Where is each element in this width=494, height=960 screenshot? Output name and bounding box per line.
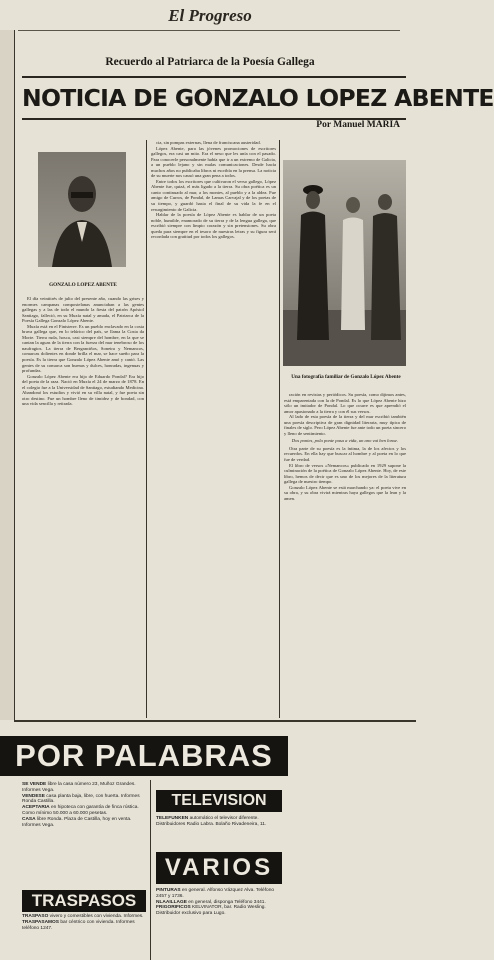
column-rule-2 — [279, 140, 280, 718]
kicker: Recuerdo al Patriarca de la Poesía Gallega — [105, 56, 315, 68]
television-column — [156, 816, 282, 848]
classified-item: FRIGORIFICOS KELVINATOR, bar. Radio Wesling. Distribuidor exclusivo para Lugo. — [156, 905, 266, 917]
classified-item: VENDESE casa planta baja, libre, con huerta. Informes Ronda Castilla. — [22, 793, 140, 805]
classified-item: PINTURAS en general. Alfonso Vázquez Alva. Teléfono 2457 y 1736. — [156, 888, 275, 899]
column-rule-1 — [146, 140, 147, 718]
col3-verse: Dos pontes, pola ponte pasa a vida, un ano vai ben lonxe. — [291, 438, 399, 444]
family-photo — [283, 160, 406, 366]
col2-paragraph: Entre todos los escritores que cultivaron el verso gallego, López Abente fue, quizá, el más ligado a la tierra. Su obra poética es un canto continuado al mar, a los montes, al pueblo y a la aldea. Fue amigo de Curros, de Pondal, de Lamas Carvajal y de los poetas de su tiempo, y guardó hasta el final de su vida la fe en el resurgimiento de Galicia. — [151, 178, 276, 212]
col3-paragraph: Otra parte de su poesía es la íntima, la de los afectos y los recuerdos. En ella hay que buscar al hombre y al poeta en lo que fue de verdad. — [284, 445, 406, 463]
headline: NOTICIA DE GONZALO LOPEZ ABENTE — [22, 76, 406, 120]
family-photo-caption: Una fotografía familiar de Gonzalo López Abente — [291, 374, 401, 380]
traspasos-header: TRASPASOS — [22, 890, 146, 912]
classifieds-header: POR PALABRAS — [0, 736, 288, 776]
varios-column — [156, 888, 282, 958]
col3-paragraph: El libro de versos «Nemancos» publicado en 1929 supone la culminación de la poética de Gonzalo López Abente. Hoy, de este libro, hemos de decir que es uno de los mejores de la literatura gallega de nuestro tiempo. — [284, 462, 406, 485]
portrait-figure — [38, 152, 126, 267]
varios-header: VARIOS — [156, 852, 282, 884]
article-column-3 — [284, 392, 406, 718]
col1-paragraph: Gonzalo López Abente era hijo de Eduardo Pondal? Era hijo del poeta de la raza. Nació en Muxía el 24 de marzo de 1878. En el colegio fue a la Universidad de Santiago, estudiando Medicina. Abandonó los estudios y vivió en su villa natal, y fue poeta sin otro destino. Fue un hombre lleno de timidez y de bondad, con una vida sencilla y retirada. — [22, 373, 144, 407]
article-bottom-rule — [14, 720, 416, 722]
col3-paragraph: ración en revistas y periódicos. Su poesía, como dijimos antes, está emparentada con la de Pondal. Es lo que López Abente hizo sólo un imitador de Pondal. Lo que ocurre es que aprendió el amor apasionado a la tierra y con él sus versos. — [284, 392, 406, 414]
family-figures — [283, 160, 406, 366]
traspasos-column — [22, 914, 146, 958]
television-header: TELEVISION — [156, 790, 282, 812]
col2-paragraph: López Abente, para las jóvenes promociones de escritores gallegos, era casi un mito. Era el nexo que les unía con el pasado. Para conocerle personalmente había que ir a un extremo de Galicia, a un pueblo lejano y sin malas comunicaciones. Desde hacía muchos años no publicaba libros ni escribía en la prensa. La noticia de su muerte nos causó una gran pena a todos. — [151, 145, 276, 179]
masthead-rule — [18, 30, 400, 31]
classifieds-left-column — [22, 782, 146, 882]
classified-item: SE VENDE libre la casa número 23, Muñoz Grandes. Informes Vega. — [22, 782, 136, 793]
classified-item: ACEPTARIA en hipoteca con garantía de finca rústica. Como mínimo 50.000 a 60.000 pesetas. — [22, 805, 139, 816]
col3-paragraph: Gonzalo López Abente se está marchando ya: el poeta vive en su obra, y su obra vivirá mientras haya gallegos que la lean y la amen. — [284, 484, 406, 501]
col2-paragraph: Hablar de la poesía de López Abente es hablar de un poeta noble, humilde, enamorado de su tierra y de la lengua gallega, que escribió siempre con limpio corazón y sin pretensiones. Su obra queda para siempre en el tesoro de nuestras letras y su figura será recordada con gratitud por todos los gallegos. — [151, 212, 276, 240]
article-column-2 — [151, 140, 276, 718]
classified-item: NLAAILLAGE en general, disponga Teléfono 3441. — [156, 899, 266, 905]
classified-item: TRASPASAMOS bar céntrico con vivienda. Informes teléfono 1247. — [22, 919, 135, 931]
classifieds-column-rule — [150, 780, 151, 960]
article-column-1 — [22, 296, 144, 716]
masthead: El Progreso — [168, 6, 252, 25]
col1-paragraph: Muxía está en el Finisterre. Es un pueblo enclavado en la costa brava gallega que, en lo telúrico del país, se llama la Costa da Morte. Tierra ruda, hosca, casi siempre del hombre, en la que se cantan la aguas de la tierra con la fuerza del mar tenebroso de los naufragios. La tierra de Berganciños, Soneira y Nemancos, comarcas dolientes en donde brilla el mar, se hace sueño para la poesía. Es la tierra que Gonzalo López Abente amó y cantó. Las gentes de su comarca son buenas y dulces, honradas, ingenuas y profundas. — [22, 323, 144, 374]
classified-item: CASA libre Ronda. Plaza de Castilla, hoy en venta. Informes Vega. — [22, 816, 132, 828]
left-margin-strip — [0, 30, 15, 720]
col1-paragraph: El día veintitrés de julio del presente año, cuando las grises y enormes campanas compostelanas anunciaban a las gentes gallegas y a las de todo el mundo la fiesta del patrón Apóstol Santiago, falleció, en su Muxía natal y amada, el Patriarca de la Poesía Gallega Gonzalo López Abente. — [22, 296, 144, 324]
col2-paragraph: cia, sin pompas externas, llena de franciscana austeridad. — [156, 140, 261, 145]
byline: Por Manuel MARIA — [316, 120, 400, 130]
col3-paragraph: Al lado de esta poesía de la tierra y del mar escribió también una poesía descriptiva de gran dignidad literaria, muy típica de finales de siglo. Pero López Abente fue ante todo un poeta sincero y lleno de sentimiento. — [284, 414, 406, 436]
portrait-photo — [38, 152, 126, 267]
portrait-caption: GONZALO LOPEZ ABENTE — [49, 282, 117, 288]
classified-item: TRASPASO vivero y comestibles con vivienda. Informes. — [22, 914, 144, 919]
classified-item: TELEFUNKEN automático el televisor diferente. Distribuidores Radio Labra. Bolaño Rivadeneira, 11. — [156, 816, 267, 827]
